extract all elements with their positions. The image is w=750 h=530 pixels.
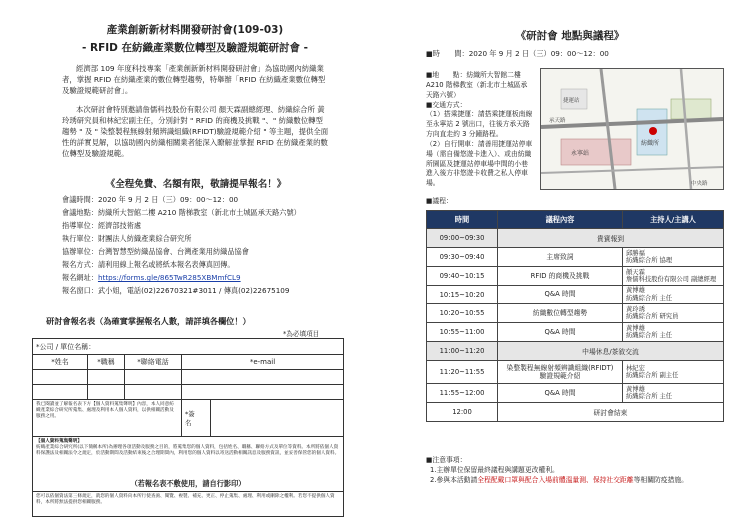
info-register-method: 報名方式：請利用線上報名或將紙本報名表傳真回傳。 [62,260,235,269]
event-title: 產業創新新材料開發研討會(109-03) [106,24,284,36]
map-label-station: 永寧站 [571,150,590,157]
phone-field[interactable]: *聯絡電話 [125,355,182,370]
transport-label: ■交通方式： [426,100,467,109]
privacy-text-1: 紡織產業綜合研究所(以下簡稱本所)為辦理各項活動及服務之目的，將蒐集您的個人資料，包括姓名、職稱、聯絡方式及單位等資料。本所將依個人資料保護法及相關法令之規定，於活動期間及活動結束後之合理期間內，利用您的個人資料以寄送活動相關訊息及服務資訊，並妥善保管您的個人資料。 [36,444,340,456]
agenda-row [427,286,724,304]
free-slogan: 《全程免費、名額有限，敬請提早報名！》 [105,179,287,190]
agenda-speaker: 黃博雄 紡織綜合所 主任 [623,323,724,342]
agenda-time: 09:30~09:40 [427,248,498,267]
info-guidance: 指導單位：經濟部技術處 [62,221,142,230]
agenda-table [426,210,724,422]
agenda-row [427,229,724,248]
info-location: 會議地點：紡織所大智館二樓 A210 階梯教室（新北市土城區承天路六號） [62,208,301,217]
venue-agenda-title: 《研討會 地點與議程》 [515,30,625,42]
agenda-span: 中場休息/茶敘交流 [498,342,724,361]
agenda-speaker: 邱勝福 紡織綜合所 協理 [623,248,724,267]
agenda-content: Q&A 時間 [498,323,623,342]
agenda-span: 研討會結束 [498,403,724,422]
info-register-link: 報名網址：https://forms.gle/865TwR285XBMmfCL9 [62,273,241,282]
venue-details [426,71,534,189]
register-link[interactable]: https://forms.gle/865TwR285XBMmfCL9 [97,273,241,282]
form-title: 研討會報名表（為確實掌握報名人數，請詳填各欄位！） [46,316,251,326]
agenda-row [427,248,724,267]
map-label-road1: 承天路 [549,118,566,124]
event-info-list [62,193,342,297]
privacy-title: 【個人資料蒐集聲明】 [36,439,82,444]
agenda-content: RFID 的商機及挑戰 [498,267,623,286]
map-label-mrt: 捷運站 [563,98,580,104]
intro-paragraph-1: 經濟部 109 年度科技專案「產業創新新材料開發研討會」為協助國內紡織業者，掌握 RFID 在紡織產業的數位轉型趨勢，特舉辦「RFID 在紡織產業數位轉型及驗證規範研討會」。 [62,64,326,96]
agenda-speaker: 顏天霖 詹儒科技股份有限公司 副總經理 [623,267,724,286]
note-2: 2.參與本活動請全程配戴口罩與配合入場前體溫量測、保持社交距離等相關防疫措施。 [430,475,688,484]
agenda-time: 09:00~09:30 [427,229,498,248]
agenda-time: 11:20~11:55 [427,361,498,384]
map-image [541,69,723,189]
agenda-row [427,323,724,342]
map-label-textile: 紡織所 [641,140,660,147]
agenda-content: 主席致詞 [498,248,623,267]
venue-location-label: ■地 點： [426,71,467,79]
agenda-speaker: 黃玲琇 紡織綜合所 研究員 [623,304,724,323]
agenda-row [427,267,724,286]
unit-label: *公司 / 單位名稱： [36,342,96,351]
agenda-time: 11:55~12:00 [427,384,498,403]
info-time: 會議時間：2020 年 9 月 2 日（三）09：00～12：00 [62,195,239,204]
agenda-content: Q&A 時間 [498,384,623,403]
agenda-header-content: 議程內容 [498,211,623,229]
transport-car: （2）自行開車：請善用捷運站停車場（需自備悠遊卡進入）、或由紡織所園區及捷運站停車場中間的小巷進入後方非悠遊卡收費之私人停車場。 [426,139,533,188]
email-field[interactable]: *e-mail [182,355,344,370]
agenda-row [427,403,724,422]
agenda-row [427,304,724,323]
agenda-header-speaker: 主持人/主講人 [623,211,724,229]
notes [426,456,688,486]
notes-label: ■注意事項： [426,456,467,464]
info-executor: 執行單位：財團法人紡織產業綜合研究所 [62,234,192,243]
agenda-time: 12:00 [427,403,498,422]
agenda-row [427,342,724,361]
map-label-road2: 中央路 [691,181,708,187]
agenda-header-time: 時間 [427,211,498,229]
transport-mrt: （1）搭乘捷運：請搭乘捷運板南線至永寧站 2 號出口，往後方承天路方向直走約 3 分鐘路程。 [426,110,533,139]
agenda-speaker: 黃博雄 紡織綜合所 主任 [623,384,724,403]
form-required-note: *為必填項目 [283,330,320,338]
agenda-time: 10:55~11:00 [427,323,498,342]
agenda-content: 染整製程無線射頻辨識組織(RFIDT) 驗證規範介紹 [498,361,623,384]
note-1: 1.主辦單位保留最終議程與講題更改權利。 [430,465,559,474]
info-contact: 報名窗口：武小姐，電話(02)22670321#3011 / 傳真(02)22675109 [62,286,290,295]
sign-label: *簽 名 [182,400,211,437]
agenda-span: 貴賓報到 [498,229,724,248]
agenda-time: 09:40~10:15 [427,267,498,286]
venue-time: ■時 間：2020 年 9 月 2 日（三）09：00～12：00 [426,49,609,58]
agenda-speaker: 林紀宏 紡織綜合所 副主任 [623,361,724,384]
agenda-time: 10:15~10:20 [427,286,498,304]
title-field[interactable]: *職稱 [88,355,125,370]
registration-form [32,338,344,517]
privacy-text-2: 您可以依個資法第三條規定，就您的個人資料向本所行使查詢、閱覽、複製、補充、更正、停止蒐集、處理、利用或刪除之權利。若您不提供個人資料，本所將無法提供您相關服務。 [36,494,335,505]
agenda-row [427,361,724,384]
agenda-content: 紡織數位轉型趨勢 [498,304,623,323]
agenda-speaker: 黃博雄 紡織綜合所 主任 [623,286,724,304]
intro-paragraph-2: 本次研討會特別邀請詹儒科技股份有限公司 顏天霖副總經理、紡織綜合所 黃玲琇研究員和林紀宏副主任，分別針對 " RFID 的商機及挑戰 "、" 紡織數位轉型趨勢 " 及 " 染整製程無線射頻辨識組織(RFIDT)驗證規範介紹 " 等主題，提供全面性的詳實見解，以協助國內紡織相關業者能深入瞭解並掌握 RFID 在紡織產業的數位轉型及驗證規範。 [62,105,329,159]
agenda-time: 10:20~10:55 [427,304,498,323]
signature-field[interactable] [211,400,344,437]
location-map [540,68,724,190]
agenda-content: Q&A 時間 [498,286,623,304]
agenda-row [427,384,724,403]
event-subtitle: - RFID 在紡織產業數位轉型及驗證規範研討會 - [81,42,309,54]
agenda-label: ■議程： [426,197,453,205]
agenda-time: 11:00~11:20 [427,342,498,361]
venue-location: 紡織所大智館二樓 A210 階梯教室（新北市土城區承天路六號） [426,71,528,99]
name-field[interactable]: *姓名 [33,355,88,370]
consent-text: 我已閱讀並了解報名表下方【個人資料蒐集聲明】內容，本人同意紡織產業綜合研究所蒐集、處理及利用本人個人資料，以供相關活動及服務之用。 [36,402,174,419]
form-footer-note: （若報名表不敷使用，請自行影印） [130,479,246,488]
info-co-organizer: 協辦單位：台灣智慧型紡織品協會、台灣產業用紡織品協會 [62,247,249,256]
